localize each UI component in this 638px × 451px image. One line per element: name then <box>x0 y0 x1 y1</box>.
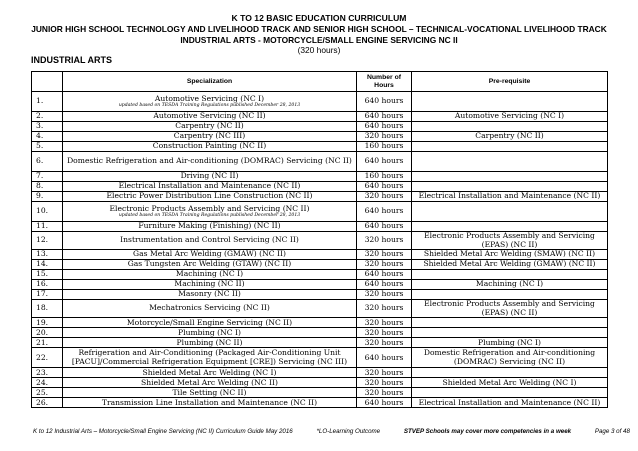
table-row <box>32 250 608 260</box>
table-row <box>32 398 608 408</box>
table-row <box>32 232 608 250</box>
row-number: 18. <box>32 300 63 318</box>
row-prerequisite: Shielded Metal Arc Welding (GMAW) (NC II) <box>412 260 608 270</box>
specialization-update-note: updated based on TESDA Training Regulations published December 28, 2013 <box>118 213 301 219</box>
row-specialization <box>63 122 357 132</box>
row-prerequisite <box>412 142 608 152</box>
row-number: 6. <box>32 152 63 172</box>
row-prerequisite <box>412 172 608 182</box>
table-row <box>32 260 608 270</box>
specialization-label: Electrical Installation and Maintenance (NC II) <box>118 181 301 191</box>
footer-doc-title: K to 12 Industrial Arts – Motorcycle/Small Engine Servicing (NC II) Curriculum Guide May 2016 <box>33 428 293 435</box>
row-specialization <box>63 378 357 388</box>
specialization-label: Gas Metal Arc Welding (GMAW) (NC II) <box>133 249 286 259</box>
row-number: 25. <box>32 388 63 398</box>
row-specialization <box>63 368 357 378</box>
row-number: 23. <box>32 368 63 378</box>
row-number: 14. <box>32 260 63 270</box>
row-specialization <box>63 318 357 328</box>
col-header-number <box>32 72 63 92</box>
row-prerequisite: Electrical Installation and Maintenance (NC II) <box>412 398 608 408</box>
table-row <box>32 270 608 280</box>
table-row <box>32 222 608 232</box>
row-specialization <box>63 338 357 348</box>
row-prerequisite <box>412 388 608 398</box>
table-row <box>32 348 608 368</box>
col-header-prerequisite: Pre-requisite <box>412 72 608 92</box>
row-prerequisite <box>412 92 608 112</box>
row-prerequisite: Electrical Installation and Maintenance (NC II) <box>412 192 608 202</box>
row-hours: 160 hours <box>357 142 412 152</box>
row-hours: 320 hours <box>357 192 412 202</box>
row-prerequisite <box>412 368 608 378</box>
row-specialization <box>63 250 357 260</box>
table-row <box>32 338 608 348</box>
row-specialization <box>63 348 357 368</box>
specialization-label: Shielded Metal Arc Welding (NC I) <box>142 367 277 377</box>
row-hours: 640 hours <box>357 152 412 172</box>
row-specialization <box>63 300 357 318</box>
row-prerequisite: Automotive Servicing (NC I) <box>412 112 608 122</box>
row-number: 17. <box>32 290 63 300</box>
specialization-label: Automotive Servicing (NC I) <box>154 93 265 103</box>
row-specialization <box>63 192 357 202</box>
row-prerequisite: Carpentry (NC II) <box>412 132 608 142</box>
row-hours: 640 hours <box>357 202 412 222</box>
row-prerequisite: Plumbing (NC I) <box>412 338 608 348</box>
row-number: 10. <box>32 202 63 222</box>
row-number: 5. <box>32 142 63 152</box>
row-number: 3. <box>32 122 63 132</box>
table-row <box>32 112 608 122</box>
table-row <box>32 318 608 328</box>
specialization-label: Domestic Refrigeration and Air-conditioning (DOMRAC) Servicing (NC II) <box>67 156 352 166</box>
row-specialization <box>63 142 357 152</box>
row-specialization <box>63 280 357 290</box>
table-row <box>32 328 608 338</box>
header-line-2: JUNIOR HIGH SCHOOL TECHNOLOGY AND LIVELIHOOD TRACK AND SENIOR HIGH SCHOOL – TECHNICAL-VOCATIONAL LIVELIHOOD TRACK <box>31 24 607 34</box>
footer-stvep-note: STVEP Schools may cover more competencies in a week <box>403 428 572 435</box>
table-row <box>32 152 608 172</box>
row-number: 26. <box>32 398 63 408</box>
row-number: 20. <box>32 328 63 338</box>
table-row <box>32 192 608 202</box>
row-hours: 640 hours <box>357 112 412 122</box>
row-prerequisite: Domestic Refrigeration and Air-conditioning (DOMRAC) Servicing (NC II) <box>412 348 608 368</box>
col-header-specialization: Specialization <box>63 72 357 92</box>
specialization-label: Plumbing (NC II) <box>176 337 243 347</box>
row-hours: 320 hours <box>357 300 412 318</box>
col-header-hours: Number of Hours <box>357 72 412 92</box>
row-hours: 640 hours <box>357 122 412 132</box>
row-hours: 320 hours <box>357 378 412 388</box>
table-row <box>32 142 608 152</box>
row-specialization <box>63 222 357 232</box>
table-row <box>32 280 608 290</box>
table-row <box>32 388 608 398</box>
table-row <box>32 368 608 378</box>
row-number: 7. <box>32 172 63 182</box>
table-row <box>32 378 608 388</box>
row-prerequisite: Electronic Products Assembly and Servicing (EPAS) (NC II) <box>412 232 608 250</box>
row-specialization <box>63 328 357 338</box>
header-line-3: INDUSTRIAL ARTS - MOTORCYCLE/SMALL ENGINE SERVICING NC II <box>180 35 458 45</box>
row-hours: 320 hours <box>357 368 412 378</box>
row-hours: 640 hours <box>357 280 412 290</box>
specialization-label: Motorcycle/Small Engine Servicing (NC II) <box>126 317 293 327</box>
row-prerequisite <box>412 318 608 328</box>
row-number: 21. <box>32 338 63 348</box>
row-number: 8. <box>32 182 63 192</box>
specialization-label: Construction Painting (NC II) <box>152 141 267 151</box>
page-footer <box>33 428 638 435</box>
specialization-table <box>31 71 608 408</box>
row-number: 19. <box>32 318 63 328</box>
row-prerequisite <box>412 270 608 280</box>
row-specialization <box>63 132 357 142</box>
row-specialization <box>63 388 357 398</box>
specialization-label: Refrigeration and Air-Conditioning (Packaged Air-Conditioning Unit [PACU]/Commercial Refrigeration Equipment [CRE]) Servicing (NC III) <box>71 348 348 366</box>
row-prerequisite <box>412 290 608 300</box>
row-specialization <box>63 112 357 122</box>
table-row <box>32 132 608 142</box>
row-number: 16. <box>32 280 63 290</box>
table-row <box>32 122 608 132</box>
specialization-label: Mechatronics Servicing (NC II) <box>149 303 270 313</box>
section-title: INDUSTRIAL ARTS <box>31 55 112 65</box>
row-hours: 320 hours <box>357 318 412 328</box>
footer-page-number: Page 3 of 48 <box>594 428 630 435</box>
row-hours: 640 hours <box>357 222 412 232</box>
header-hours: (320 hours) <box>297 45 341 55</box>
row-hours: 320 hours <box>357 132 412 142</box>
specialization-label: Carpentry (NC III) <box>173 131 246 141</box>
row-hours: 640 hours <box>357 270 412 280</box>
row-hours: 320 hours <box>357 388 412 398</box>
row-prerequisite: Shielded Metal Arc Welding (NC I) <box>412 378 608 388</box>
row-specialization <box>63 290 357 300</box>
specialization-label: Furniture Making (Finishing) (NC II) <box>138 221 281 231</box>
row-prerequisite <box>412 122 608 132</box>
row-specialization <box>63 152 357 172</box>
table-row <box>32 182 608 192</box>
row-number: 24. <box>32 378 63 388</box>
row-hours: 320 hours <box>357 290 412 300</box>
row-number: 11. <box>32 222 63 232</box>
row-specialization <box>63 260 357 270</box>
row-specialization <box>63 172 357 182</box>
row-hours: 160 hours <box>357 172 412 182</box>
specialization-label: Electronic Products Assembly and Servicing (NC II) <box>109 203 310 213</box>
specialization-update-note: updated based on TESDA Training Regulations published December 28, 2013 <box>118 103 301 109</box>
specialization-label: Instrumentation and Control Servicing (NC II) <box>120 235 299 245</box>
row-hours: 320 hours <box>357 338 412 348</box>
row-number: 12. <box>32 232 63 250</box>
row-hours: 640 hours <box>357 92 412 112</box>
row-prerequisite <box>412 182 608 192</box>
row-prerequisite <box>412 328 608 338</box>
row-number: 4. <box>32 132 63 142</box>
row-prerequisite: Shielded Metal Arc Welding (SMAW) (NC II) <box>412 250 608 260</box>
table-row <box>32 202 608 222</box>
row-specialization <box>63 92 357 112</box>
table-row <box>32 92 608 112</box>
row-hours: 640 hours <box>357 398 412 408</box>
row-hours: 320 hours <box>357 328 412 338</box>
specialization-label: Plumbing (NC I) <box>178 327 241 337</box>
specialization-label: Masonry (NC II) <box>178 289 241 299</box>
row-prerequisite <box>412 152 608 172</box>
specialization-label: Gas Tungsten Arc Welding (GTAW) (NC II) <box>127 259 292 269</box>
table-header-row <box>32 72 608 92</box>
row-hours: 320 hours <box>357 232 412 250</box>
row-prerequisite: Machining (NC I) <box>412 280 608 290</box>
row-specialization <box>63 398 357 408</box>
row-specialization <box>63 270 357 280</box>
row-specialization <box>63 232 357 250</box>
specialization-label: Carpentry (NC II) <box>175 121 244 131</box>
row-number: 2. <box>32 112 63 122</box>
row-prerequisite <box>412 202 608 222</box>
row-number: 9. <box>32 192 63 202</box>
row-hours: 640 hours <box>357 348 412 368</box>
specialization-label: Automotive Servicing (NC II) <box>153 111 266 121</box>
specialization-label: Electric Power Distribution Line Construction (NC II) <box>106 191 313 201</box>
header-line-1: K TO 12 BASIC EDUCATION CURRICULUM <box>231 13 407 23</box>
specialization-label: Shielded Metal Arc Welding (NC II) <box>141 377 278 387</box>
specialization-label: Machining (NC II) <box>174 279 245 289</box>
table-row <box>32 172 608 182</box>
row-prerequisite: Electronic Products Assembly and Servicing (EPAS) (NC II) <box>412 300 608 318</box>
specialization-label: Tile Setting (NC II) <box>172 387 247 397</box>
specialization-label: Machining (NC I) <box>175 269 244 279</box>
footer-lo-note: *LO-Learning Outcome <box>316 428 381 435</box>
row-number: 13. <box>32 250 63 260</box>
row-specialization <box>63 182 357 192</box>
row-number: 15. <box>32 270 63 280</box>
row-number: 1. <box>32 92 63 112</box>
table-body <box>32 92 608 408</box>
row-hours: 320 hours <box>357 250 412 260</box>
row-hours: 640 hours <box>357 182 412 192</box>
row-hours: 320 hours <box>357 260 412 270</box>
table-row <box>32 290 608 300</box>
row-number: 22. <box>32 348 63 368</box>
specialization-label: Transmission Line Installation and Maintenance (NC II) <box>101 397 318 407</box>
table-row <box>32 300 608 318</box>
specialization-label: Driving (NC II) <box>180 171 239 181</box>
row-specialization <box>63 202 357 222</box>
row-prerequisite <box>412 222 608 232</box>
